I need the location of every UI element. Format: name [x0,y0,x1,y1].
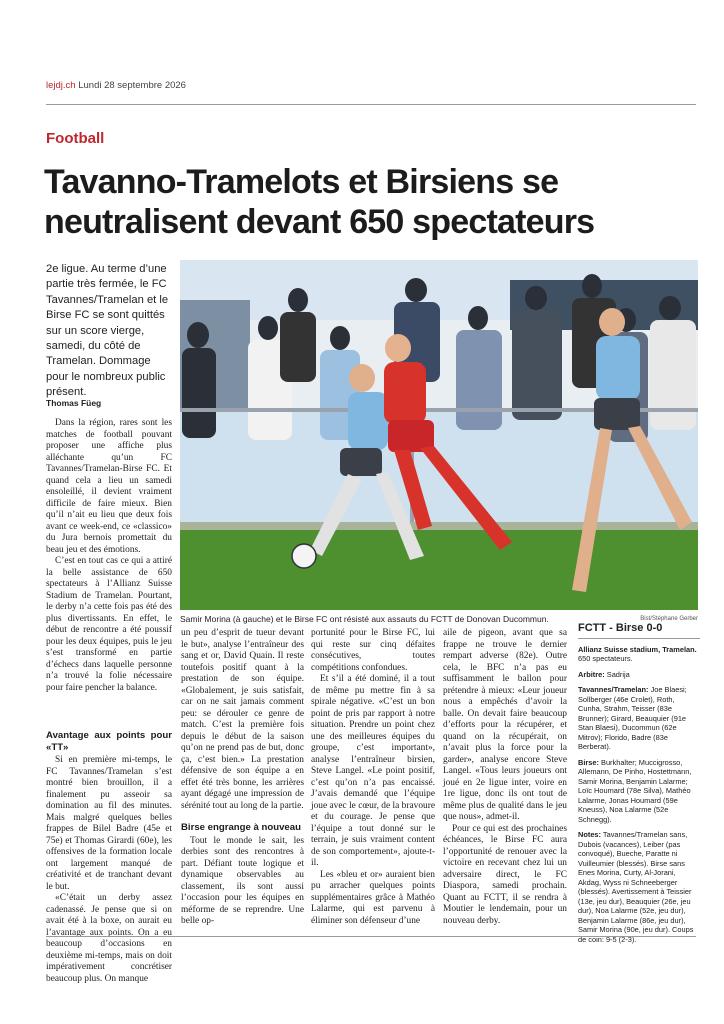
match-photo-illustration [180,260,698,610]
article-column-1 [46,418,172,694]
factbox-notes [578,830,700,944]
body-paragraph: Pour ce qui est des prochaines échéances, le Birse FC aura l’opportunité de renouer avec la victoire en recevant chez lui un adversaire direct, le FC Diaspora, samedi prochain. Quant au FCTT, il se rendra à Moutier le lendemain, pour un nouveau derby. [443,823,567,926]
referee-label: Arbitre: [578,669,605,679]
top-divider [46,104,696,105]
site-name[interactable]: lejdj.ch [46,80,76,91]
venue-text: Allianz Suisse stadium, Tramelan. [578,644,697,654]
team2-lineup: Burkhalter; Muccigrosso, Allemann, De Pinho, Hostettmann, Samir Morina, Benjamin Lalarme; Loïc Houmard (78e Silva), Mathéo Lalarme, Jonas Houmard (59e Kneuss), Noa Lalarme (52e Schnegg). [578,757,692,824]
article-column-2 [181,628,304,928]
body-paragraph: Tout le monde le sait, les derbies sont des rencontres à part. Défiant toute logique et dynamique observables au classement, ils sont aussi l’occasion pour les équipes en méforme de se reprendre. Une belle op- [181,835,304,926]
factbox-team2 [578,758,700,825]
body-paragraph: portunité pour le Birse FC, lui qui reste sur cinq défaites consécutives, toutes compétitions confondues. [311,628,435,673]
dateline [46,80,186,91]
byline: Thomas Füeg [46,398,102,408]
lead-paragraph: 2e ligue. Au terme d’une partie très fermée, le FC Tavannes/Tramelan et le Birse FC se sont quittés sur un score vierge, samedi, du côté de Tramelan. Dommage pour le nombreux public présent. [46,263,169,399]
subheading: Birse engrange à nouveau [181,822,301,833]
photo-caption: Samir Morina (à gauche) et le Birse FC ont résisté aux assauts du FCTT de Donovan Ducommun. [180,614,549,624]
team2-label: Birse: [578,757,599,767]
body-paragraph: Les «bleu et or» auraient bien pu arracher quelques points supplémentaires grâce à Mathéo Lalarme, qui est parvenu à éliminer son défenseur d’une [311,869,435,926]
photo-credit: Bist/Stéphane Gerber [640,616,698,622]
match-photo [180,260,698,610]
notes-text: Tavannes/Tramelan sans, Dubois (vacances), Leiber (pas convoqué), Bueche, Paratte ni Vuilleumier (blessés). Birse sans Enes Morina, Curty, Al-Jorani, Akdag, Wyss ni Schneeberger (blessés). Avertissement à Teissier (13e, jeu dur), Beauquier (26e, jeu dur), Noa Lalarme (52e, jeu dur), Benjamin Lalarme (86e, jeu dur), Samir Morina (90e, jeu dur). Coups de coin: 9-5 (2-3). [578,830,694,944]
team1-label: Tavannes/Tramelan: [578,685,649,694]
bottom-divider [46,936,696,937]
issue-date: Lundi 28 septembre 2026 [78,80,186,91]
article-column-3 [311,628,435,927]
spectators-text: 650 spectateurs. [578,654,633,663]
body-paragraph: Dans la région, rares sont les matches de football pouvant proposer une affiche plus alléchante qu’un FC Tavannes/Tramelan-Birse FC. Et quand cela a lieu un samedi ensoleillé, il devient vraiment difficile de faire mieux. Bien qu’il n’ait eu lieu que deux fois avant ce week-end, ce «classico» du Jura bernois promettait du beau jeu et des émotions. [46,418,172,555]
body-paragraph: «C’était un derby assez cadenassé. Je pense que si on avait été à la boxe, on aurait eu l’avantage aux points. On a eu beaucoup d’occasions en deuxième mi-temps, mais on doit impérativement concrétiser beaucoup plus. On manque [46,893,172,984]
article-column-4 [443,628,567,927]
body-paragraph: Si en première mi-temps, le FC Tavannes/Tramelan s’est montré bien brouillon, il a finalement pu asseoir sa domination au fil des minutes. Mais malgré quelques belles frappes de Bilel Badre (45e et 75e) et Thomas Girardi (60e), les offensives de la formation locale ont largement manqué de créativité et de tranchant devant le but. [46,755,172,892]
body-paragraph: Et s’il a été dominé, il a tout de même pu mettre fin à sa spirale négative. «C’est un bon point de pris par rapport à notre situation. Prendre un point chez une des meilleures équipes du groupe, c’est important», analyse l’entraîneur birsien, Steve Langel. «Le point positif, c’est qu’on n’a pas encaissé. J’avais demandé que l’équipe joue avec le cœur, de la bravoure et du courage. Je pense que l’équipe a tout donné sur le terrain, je suis vraiment content de son comportement», ajoute-t-il. [311,674,435,868]
team1-lineup: Joe Blaesi; Sollberger (46e Crolet), Roth, Cunha, Strahm, Teisser (83e Brunner); Girard, Beauquier (91e Stan Blaesi), Ducommun (62e Mitrov); Florido, Badre (83e Berberat). [578,685,687,751]
body-paragraph: C’est en tout cas ce qui a attiré la belle assistance de 650 spectateurs à l’Allianz Suisse Stadium de Tramelan. Pourtant, le derby n’a cette fois pas été des plus divertissants. En effet, le début de rencontre a été poussif pour les deux équipes, puis le jeu s’est transformé en partie d’échecs dans laquelle personne n’a trouvé la folie nécessaire pour faire pencher la balance. [46,556,172,693]
factbox-team1 [578,685,700,752]
section-label: Football [46,130,105,147]
factbox-title: FCTT - Birse 0-0 [578,624,700,639]
referee-name: Sadrija [606,669,630,679]
notes-label: Notes: [578,830,601,839]
body-paragraph: un peu d’esprit de tueur devant le but», analyse l’entraîneur des sang et or, David Quain. Il reste toutefois positif quant à la prestation de son équipe. «Globalement, je suis satisfait, car on ne sait jamais comment peu: se dérouler ce genre de match. C’est la première fois depuis le début de la saison qu’on ne prend pas de but, donc ça, c’est bien.» La prestation défensive de son équipe a en effet été très bonne, les arrières ayant dégagé une impression de sérénité tout au long de la partie. [181,628,304,811]
headline: Tavanno-Tramelots et Birsiens se neutralisent devant 650 spectateurs [44,163,595,241]
match-factbox [578,624,700,950]
factbox-referee [578,670,700,680]
body-paragraph: aile de pigeon, avant que sa frappe ne trouve le dernier rempart adverse (82e). Outre cela, le BFC n’a pas eu suffisamment le ballon pour prétendre à mieux: «Leur joueur nous a empêchés d’avoir la balle. On devait faire beaucoup d’efforts pour la récupérer, et quand on la récupérait, on n’avait plus la force pour la garder», analyse encore Steve Langel. «Tous leurs joueurs ont joué en 2e ligue inter, voire en 1re ligue, donc ils ont tout de même plus de qualité dans le jeu que nous», admet-il. [443,628,567,822]
article-column-1b [46,720,172,985]
factbox-venue [578,645,700,664]
subheading: Avantage aux points pour «TT» [46,730,172,753]
